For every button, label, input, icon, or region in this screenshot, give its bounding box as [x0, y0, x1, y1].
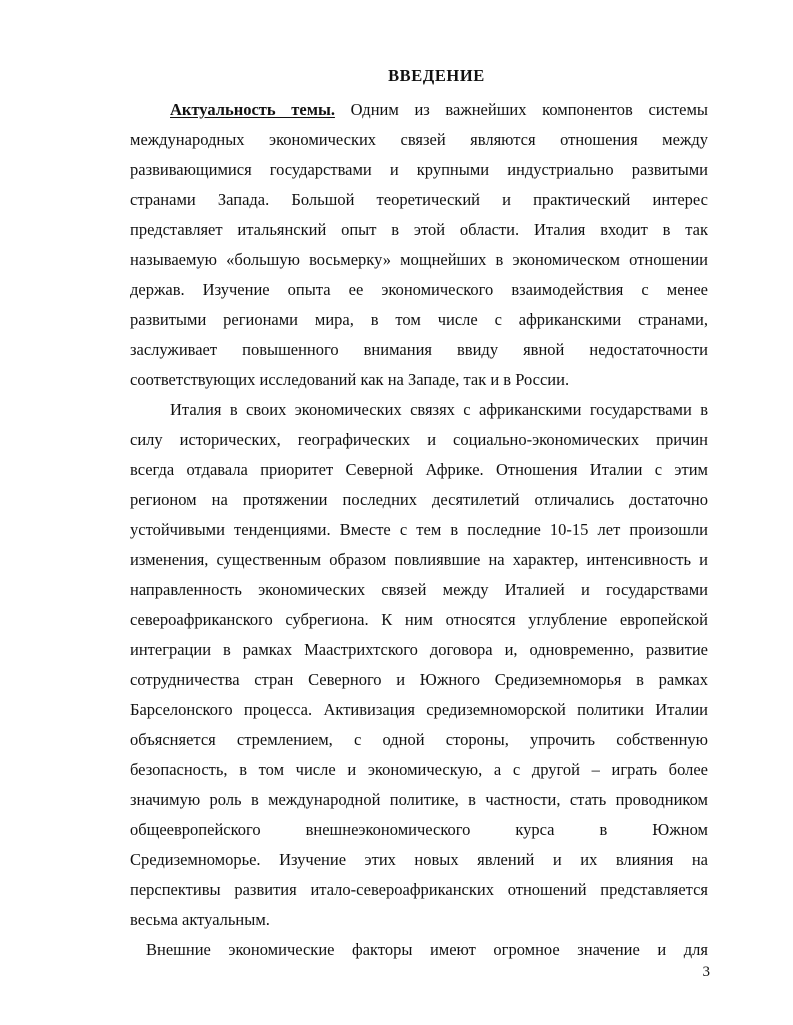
paragraph-2-line-15: общеевропейского внешнеэкономического курса в Южном — [130, 820, 708, 839]
paragraph-1-line-2: международных экономических связей являются отношения между — [130, 130, 708, 149]
paragraph-2-line-4: регионом на протяжении последних десятилетий отличались достаточно — [130, 490, 708, 509]
paragraph-2-line-12: объясняется стремлением, с одной стороны, упрочить собственную — [130, 730, 708, 749]
paragraph-2-line-7: направленность экономических связей между Италией и государствами — [130, 580, 708, 599]
paragraph-1-line-10: соответствующих исследований как на Западе, так и в России. — [130, 370, 570, 389]
paragraph-2-line-10: сотрудничества стран Северного и Южного Средиземноморья в рамках — [130, 670, 708, 689]
paragraph-2-line-17: перспективы развития итало-североафриканских отношений представляется — [130, 880, 708, 899]
paragraph-2-line-3: всегда отдавала приоритет Северной Африке. Отношения Италии с этим — [130, 460, 708, 479]
paragraph-2-line-1: Италия в своих экономических связях с африканскими государствами в — [170, 400, 708, 419]
paragraph-2-line-6: изменения, существенным образом повлиявшие на характер, интенсивность и — [130, 550, 708, 569]
section-heading-inline: Актуальность темы. — [170, 100, 335, 119]
paragraph-2-line-8: североафриканского субрегиона. К ним относятся углубление европейской — [130, 610, 708, 629]
paragraph-1-line-3: развивающимися государствами и крупными индустриально развитыми — [130, 160, 708, 179]
paragraph-1-line-5: представляет итальянский опыт в этой области. Италия входит в так — [130, 220, 708, 239]
paragraph-1-line-6: называемую «большую восьмерку» мощнейших в экономическом отношении — [130, 250, 708, 269]
paragraph-1-line-7: держав. Изучение опыта ее экономического взаимодействия с менее — [130, 280, 708, 299]
paragraph-2-line-16: Средиземноморье. Изучение этих новых явлений и их влияния на — [130, 850, 708, 869]
page-number: 3 — [702, 964, 710, 980]
paragraph-2-line-18: весьма актуальным. — [130, 910, 270, 929]
paragraph-3-line-1: Внешние экономические факторы имеют огромное значение и для — [146, 940, 708, 959]
paragraph-1-line-8: развитыми регионами мира, в том числе с африканскими странами, — [130, 310, 708, 329]
paragraph-line-text: Одним из важнейших компонентов системы — [334, 100, 708, 119]
paragraph-2-line-2: силу исторических, географических и социально-экономических причин — [130, 430, 708, 449]
body-text — [130, 95, 708, 965]
paragraph-2-line-13: безопасность, в том числе и экономическую, а с другой – играть более — [130, 760, 708, 779]
paragraph-2-line-11: Барселонского процесса. Активизация средиземноморской политики Италии — [130, 700, 708, 719]
paragraph-1-line-9: заслуживает повышенного внимания ввиду явной недостаточности — [130, 340, 708, 359]
paragraph-1-line-1 — [130, 95, 708, 125]
paragraph-2-line-5: устойчивыми тенденциями. Вместе с тем в последние 10-15 лет произошли — [130, 520, 708, 539]
page-title: ВВЕДЕНИЕ — [388, 66, 485, 85]
paragraph-1-line-4: странами Запада. Большой теоретический и практический интерес — [130, 190, 708, 209]
paragraph-2-line-14: значимую роль в международной политике, в частности, стать проводником — [130, 790, 708, 809]
paragraph-2-line-9: интеграции в рамках Маастрихтского договора и, одновременно, развитие — [130, 640, 708, 659]
